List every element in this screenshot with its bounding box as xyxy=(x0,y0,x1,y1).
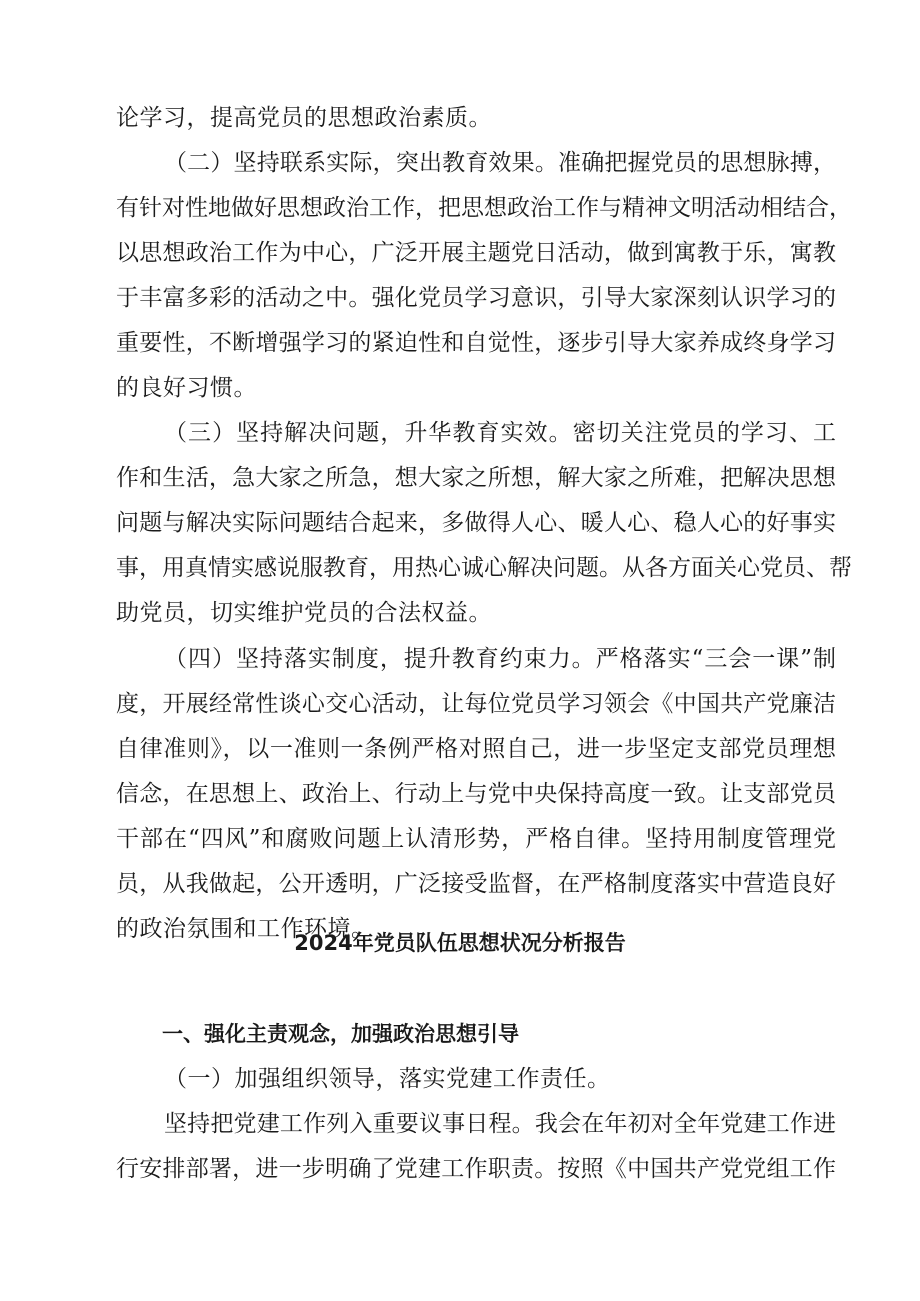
body-text-line: 信念，在思想上、政治上、行动上与党中央保持高度一致。让支部党员 xyxy=(116,781,836,807)
body-text-line: 的良好习惯。 xyxy=(116,375,257,401)
body-text-line: 论学习，提高党员的思想政治素质。 xyxy=(116,105,492,131)
body-text-line: 的政治氛围和工作环境。 xyxy=(116,916,375,942)
body-text-line: 自律准则》，以一准则一条例严格对照自己，进一步坚定支部党员理想 xyxy=(116,736,836,762)
body-text-line: 有针对性地做好思想政治工作，把思想政治工作与精神文明活动相结合， xyxy=(116,195,852,221)
document-title: 2024年党员队伍思想状况分析报告 xyxy=(294,931,626,955)
body-text-line: 员，从我做起，公开透明，广泛接受监督，在严格制度落实中营造良好 xyxy=(116,871,836,897)
body-text-line: 作和生活，急大家之所急，想大家之所想，解大家之所难，把解决思想 xyxy=(116,465,836,491)
body-text-line: 事，用真情实感说服教育，用热心诚心解决问题。从各方面关心党员、帮 xyxy=(116,555,852,581)
body-text-line: 行安排部署，进一步明确了党建工作职责。按照《中国共产党党组工作 xyxy=(116,1156,836,1182)
subsection-heading: （一）加强组织领导，落实党建工作责任。 xyxy=(164,1066,611,1092)
body-text-line: 重要性，不断增强学习的紧迫性和自觉性，逐步引导大家养成终身学习 xyxy=(116,330,836,356)
body-text-line: 助党员，切实维护党员的合法权益。 xyxy=(116,600,492,626)
body-text-line: 问题与解决实际问题结合起来，多做得人心、暖人心、稳人心的好事实 xyxy=(116,510,836,536)
section-heading: 一、强化主责观念，加强政治思想引导 xyxy=(162,1022,519,1046)
body-text-line: （二）坚持联系实际，突出教育效果。准确把握党员的思想脉搏， xyxy=(164,150,836,176)
body-text-line: 于丰富多彩的活动之中。强化党员学习意识，引导大家深刻认识学习的 xyxy=(116,285,836,311)
body-text-line: （四）坚持落实制度，提升教育约束力。严格落实“三会一课”制 xyxy=(164,646,836,672)
body-text-line: 坚持把党建工作列入重要议事日程。我会在年初对全年党建工作进 xyxy=(164,1111,836,1137)
body-text-line: 干部在“四风”和腐败问题上认清形势，严格自律。坚持用制度管理党 xyxy=(116,826,836,852)
body-text-line: （三）坚持解决问题，升华教育实效。密切关注党员的学习、工 xyxy=(164,420,836,446)
body-text-line: 度，开展经常性谈心交心活动，让每位党员学习领会《中国共产党廉洁 xyxy=(116,691,836,717)
body-text-line: 以思想政治工作为中心，广泛开展主题党日活动，做到寓教于乐，寓教 xyxy=(116,240,836,266)
